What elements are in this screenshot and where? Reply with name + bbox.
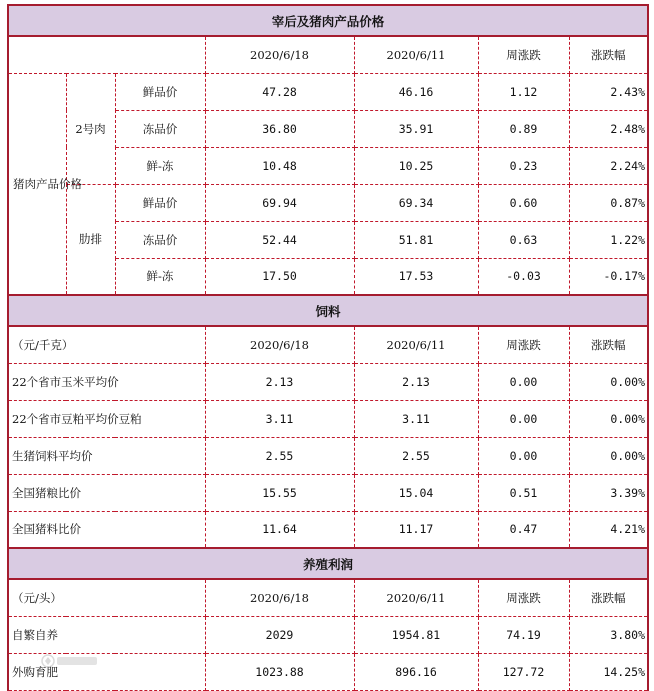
value-date1: 52.44 [205,221,354,258]
value-date2: 69.34 [354,184,478,221]
table-row [8,653,648,690]
value-pct: 2.24% [569,147,648,184]
value-date1: 47.28 [205,73,354,110]
value-pct: 3.80% [569,616,648,653]
value-date1: 36.80 [205,110,354,147]
price-table [7,4,649,691]
section-title-feed: 饲料 [8,295,648,326]
value-change: -0.03 [478,258,569,295]
section-header-feed [8,295,648,326]
feed-column-header-row [8,326,648,363]
value-date1: 2029 [205,616,354,653]
value-change: 0.51 [478,474,569,511]
pork-group-label: 猪肉产品价格 [8,73,66,295]
feed-header-change: 周涨跌 [478,326,569,363]
value-change: 74.19 [478,616,569,653]
value-change: 0.47 [478,511,569,548]
table-row [8,511,648,548]
value-pct: 0.00% [569,363,648,400]
pork-header-pct: 涨跌幅 [569,36,648,73]
value-date1: 2.55 [205,437,354,474]
value-date1: 3.11 [205,400,354,437]
value-pct: 0.87% [569,184,648,221]
feed-unit-label: （元/千克） [8,326,205,363]
item-label: 自繁自养 [8,616,205,653]
value-change: 1.12 [478,73,569,110]
value-change: 0.00 [478,363,569,400]
cut-label: 肋排 [66,184,115,295]
value-pct: 2.43% [569,73,648,110]
value-change: 0.89 [478,110,569,147]
item-label: 鲜-冻 [115,258,205,295]
profit-header-date1: 2020/6/18 [205,579,354,616]
profit-header-date2: 2020/6/11 [354,579,478,616]
pork-column-header-row [8,36,648,73]
item-label: 鲜品价 [115,184,205,221]
value-date1: 10.48 [205,147,354,184]
table-row [8,437,648,474]
value-date1: 2.13 [205,363,354,400]
value-change: 0.63 [478,221,569,258]
pork-header-change: 周涨跌 [478,36,569,73]
item-label: 冻品价 [115,221,205,258]
item-label: 22个省市玉米平均价 [8,363,205,400]
table-row [8,363,648,400]
pork-header-date1: 2020/6/18 [205,36,354,73]
value-date1: 15.55 [205,474,354,511]
value-date1: 69.94 [205,184,354,221]
feed-header-date2: 2020/6/11 [354,326,478,363]
value-date1: 1023.88 [205,653,354,690]
value-date2: 51.81 [354,221,478,258]
item-label: 生猪饲料平均价 [8,437,205,474]
value-pct: 2.48% [569,110,648,147]
value-change: 0.00 [478,437,569,474]
value-date2: 1954.81 [354,616,478,653]
value-pct: 1.22% [569,221,648,258]
value-change: 0.23 [478,147,569,184]
table-row [8,73,648,110]
item-label: 22个省市豆粕平均价豆粕 [8,400,205,437]
profit-unit-label: （元/头） [8,579,205,616]
feed-header-pct: 涨跌幅 [569,326,648,363]
table-row [8,400,648,437]
pork-header-date2: 2020/6/11 [354,36,478,73]
value-date2: 11.17 [354,511,478,548]
profit-header-pct: 涨跌幅 [569,579,648,616]
value-pct: 4.21% [569,511,648,548]
item-label: 鲜品价 [115,73,205,110]
value-pct: 3.39% [569,474,648,511]
value-change: 127.72 [478,653,569,690]
value-date2: 2.55 [354,437,478,474]
cut-label: 2号肉 [66,73,115,184]
value-date1: 11.64 [205,511,354,548]
table-row [8,184,648,221]
watermark-logo [40,651,100,671]
item-label: 外购育肥 [8,653,205,690]
table-row [8,474,648,511]
value-date2: 3.11 [354,400,478,437]
section-header-pork [8,5,648,36]
value-change: 0.60 [478,184,569,221]
value-date2: 896.16 [354,653,478,690]
value-date1: 17.50 [205,258,354,295]
value-pct: 0.00% [569,437,648,474]
value-pct: 0.00% [569,400,648,437]
pork-header-blank [8,36,205,73]
section-header-profit [8,548,648,579]
value-change: 0.00 [478,400,569,437]
value-pct: 14.25% [569,653,648,690]
value-date2: 46.16 [354,73,478,110]
value-date2: 15.04 [354,474,478,511]
item-label: 全国猪粮比价 [8,474,205,511]
value-date2: 35.91 [354,110,478,147]
section-title-pork: 宰后及猪肉产品价格 [8,5,648,36]
value-date2: 2.13 [354,363,478,400]
item-label: 全国猪料比价 [8,511,205,548]
table-row [8,616,648,653]
profit-column-header-row [8,579,648,616]
value-pct: -0.17% [569,258,648,295]
section-title-profit: 养殖利润 [8,548,648,579]
value-date2: 17.53 [354,258,478,295]
item-label: 冻品价 [115,110,205,147]
profit-header-change: 周涨跌 [478,579,569,616]
value-date2: 10.25 [354,147,478,184]
feed-header-date1: 2020/6/18 [205,326,354,363]
item-label: 鲜-冻 [115,147,205,184]
